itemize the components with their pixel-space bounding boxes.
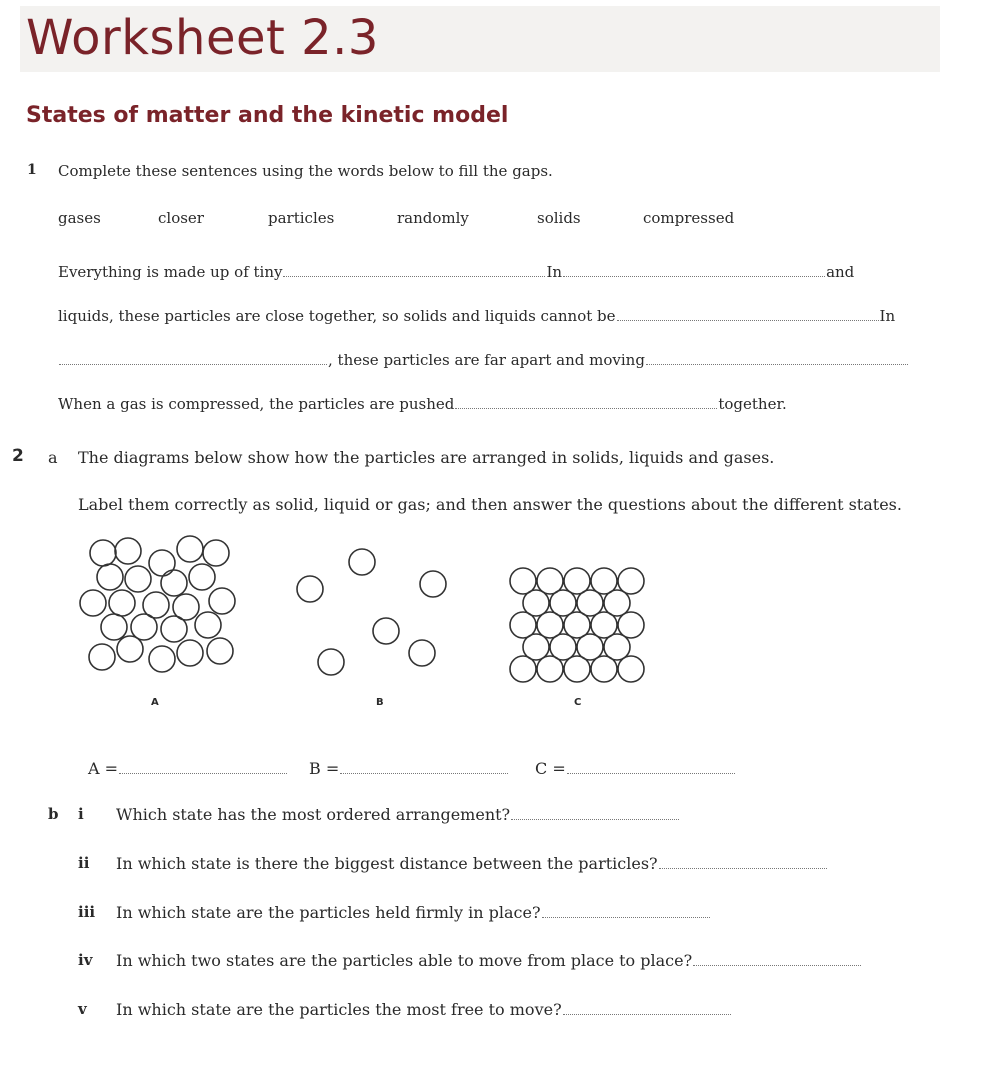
word-bank-item: gases [58, 209, 101, 227]
question-2-number: 2 [12, 446, 24, 466]
question-i [116, 805, 680, 824]
sentence-text: and [826, 263, 855, 281]
sentence-text: liquids, these particles are close together, so solids and liquids cannot be [58, 307, 616, 325]
fill-sentence-4 [58, 394, 787, 413]
answer-blank[interactable] [119, 759, 287, 774]
question-text: In which state are the particles the most free to move? [116, 1000, 562, 1019]
question-number: i [78, 805, 84, 823]
word-bank-item: solids [537, 209, 581, 227]
diagram-a [78, 535, 248, 685]
question-ii [116, 854, 828, 873]
diagram-b [285, 540, 455, 680]
word-bank-item: randomly [397, 209, 469, 227]
fill-sentence-1 [58, 262, 854, 281]
question-text: In which state are the particles held firmly in place? [116, 903, 541, 922]
answer-c [535, 759, 736, 778]
question-2-instruction: Label them correctly as solid, liquid or gas; and then answer the questions about the different states. [78, 495, 902, 514]
question-number: ii [78, 854, 90, 872]
question-iii [116, 903, 711, 922]
question-number: iv [78, 951, 93, 969]
question-text: Which state has the most ordered arrangement? [116, 805, 511, 824]
answer-blank[interactable] [542, 903, 710, 918]
answer-blank[interactable] [617, 306, 879, 321]
section-subtitle: States of matter and the kinetic model [26, 103, 509, 128]
question-text: In which state is there the biggest distance between the particles? [116, 854, 658, 873]
answer-c-label: C = [535, 759, 566, 778]
answer-blank[interactable] [340, 759, 508, 774]
part-a-label: a [48, 448, 58, 467]
answer-b-label: B = [309, 759, 340, 778]
sentence-text: Everything is made up of tiny [58, 263, 283, 281]
answer-blank[interactable] [567, 759, 735, 774]
question-iv [116, 951, 862, 970]
page-title: Worksheet 2.3 [26, 10, 379, 66]
diagram-c [505, 565, 655, 685]
question-v [116, 1000, 732, 1019]
diagram-a-label: A [151, 697, 159, 708]
question-2-text: The diagrams below show how the particles are arranged in solids, liquids and gases. [78, 448, 775, 467]
answer-blank[interactable] [563, 262, 825, 277]
question-text: In which two states are the particles able to move from place to place? [116, 951, 693, 970]
answer-a-label: A = [88, 759, 119, 778]
question-1-instruction: Complete these sentences using the words below to fill the gaps. [58, 162, 553, 180]
sentence-text: In [546, 263, 563, 281]
sentence-text: In [879, 307, 896, 325]
word-bank-item: particles [268, 209, 335, 227]
word-bank-item: closer [158, 209, 204, 227]
part-b-label: b [48, 805, 59, 823]
fill-sentence-2 [58, 306, 895, 325]
question-number: v [78, 1000, 87, 1018]
answer-blank[interactable] [455, 394, 717, 409]
diagram-b-label: B [376, 697, 384, 708]
answer-blank[interactable] [283, 262, 545, 277]
answer-blank[interactable] [511, 805, 679, 820]
sentence-text: together. [718, 395, 787, 413]
question-number: iii [78, 903, 96, 921]
sentence-text: When a gas is compressed, the particles are pushed [58, 395, 455, 413]
answer-b [309, 759, 509, 778]
answer-blank[interactable] [59, 350, 327, 365]
sentence-text: , these particles are far apart and moving [328, 351, 645, 369]
answer-blank[interactable] [659, 854, 827, 869]
fill-sentence-3 [58, 350, 909, 369]
question-1-number: 1 [27, 162, 37, 178]
answer-blank[interactable] [563, 1000, 731, 1015]
answer-blank[interactable] [646, 350, 908, 365]
diagram-c-label: C [574, 697, 582, 708]
word-bank-item: compressed [643, 209, 735, 227]
answer-a [88, 759, 288, 778]
answer-blank[interactable] [693, 951, 861, 966]
